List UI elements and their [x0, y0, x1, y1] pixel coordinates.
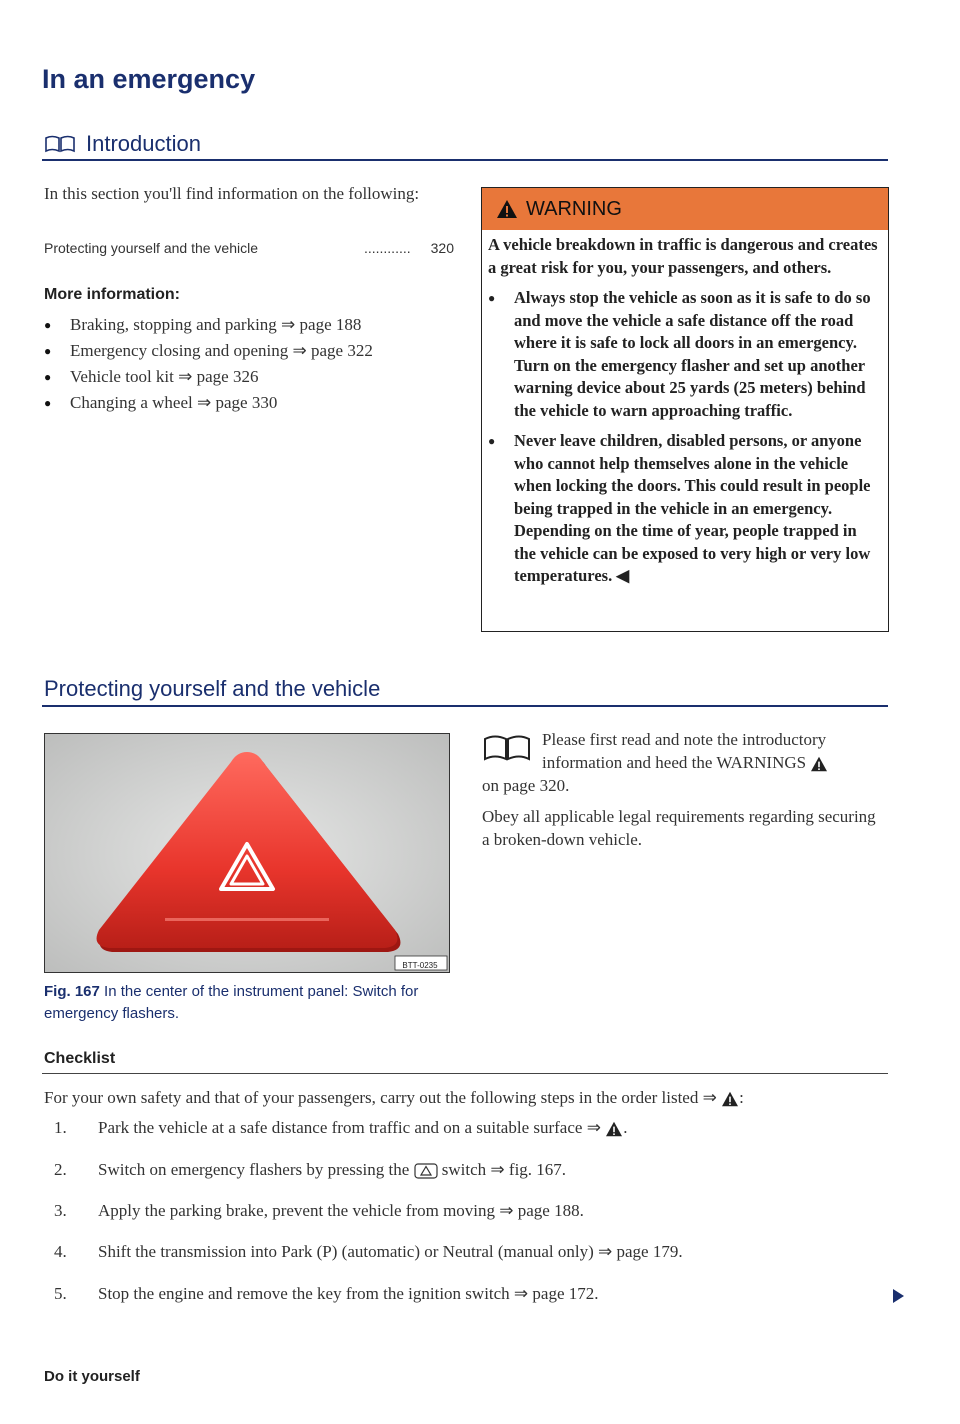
warning-intro: A vehicle breakdown in traffic is dangerous and creates a great risk for you, your passengers, and others.: [488, 235, 878, 277]
more-info-item[interactable]: ● Changing a wheel ⇒ page 330: [44, 390, 464, 416]
warning-icon: [496, 199, 518, 219]
checklist-step: [54, 1242, 683, 1262]
section-heading: Protecting yourself and the vehicle: [44, 676, 381, 701]
book-icon: [44, 135, 76, 153]
figure-code: BTT-0235: [402, 961, 438, 970]
more-info-item[interactable]: ● Vehicle tool kit ⇒ page 326: [44, 364, 464, 390]
step-text: Shift the transmission into Park (P) (automatic) or Neutral (manual only) ⇒ page 179.: [98, 1242, 683, 1261]
step-text: Park the vehicle at a safe distance from traffic and on a suitable surface ⇒: [98, 1118, 601, 1137]
checklist-step: [54, 1160, 566, 1180]
warning-header: [482, 188, 888, 230]
toc-label: Protecting yourself and the vehicle: [44, 240, 259, 256]
step-number: 3.: [54, 1201, 67, 1220]
warning-label: WARNING: [526, 197, 622, 220]
warning-list: [488, 287, 880, 588]
intro-heading: Introduction: [86, 131, 201, 156]
footer-section: Do it yourself: [44, 1368, 140, 1385]
checklist-step: [54, 1284, 599, 1304]
section-rule: [42, 705, 888, 707]
hazard-switch-icon: [414, 1163, 438, 1179]
book-icon: [482, 734, 532, 762]
note-page-ref[interactable]: on page 320.: [482, 776, 570, 795]
more-info-item[interactable]: ● Braking, stopping and parking ⇒ page 188: [44, 312, 464, 338]
intro-rule: [42, 159, 888, 161]
hazard-triangle-icon: [45, 734, 449, 972]
intro-heading-row: [44, 131, 201, 157]
warning-body: [482, 230, 888, 588]
step-number: 2.: [54, 1160, 67, 1179]
caption-number: Fig. 167: [44, 983, 100, 1000]
warning-icon: [810, 756, 828, 772]
toc-page: 320: [430, 240, 454, 256]
note-block: [482, 728, 887, 797]
warning-item: ● Never leave children, disabled persons, or anyone who cannot help themselves alone in the vehicle when locking the doors. This could result in people being trapped in the vehicle in an emergency. Depending on the time of year, people trapped in the vehicle can be exposed to very high or very low temperatures. ◀: [488, 430, 880, 588]
page-title: In an emergency: [42, 64, 256, 94]
warning-icon: [721, 1091, 739, 1107]
caption-text: In the center of the instrument panel: Switch for emergency flashers.: [44, 983, 419, 1022]
step-text: Switch on emergency flashers by pressing the: [98, 1160, 410, 1179]
warning-item: ● Always stop the vehicle as soon as it is safe to do so and move the vehicle a safe distance off the road where it is safe to lock all doors in an emergency. Turn on the emergency flasher and set up another warning device about 25 yards (25 meters) behind the vehicle to warn approaching traffic.: [488, 287, 880, 422]
note-text: Please first read and note the introductory information and heed the WARNINGS: [542, 730, 827, 772]
more-info-heading: More information:: [44, 286, 180, 303]
checklist-step: [54, 1201, 584, 1221]
checklist-heading: Checklist: [44, 1050, 116, 1067]
hazard-switch-figure: [44, 733, 450, 973]
continue-arrow-icon: [891, 1288, 905, 1304]
step-text: Apply the parking brake, prevent the vehicle from moving ⇒ page 188.: [98, 1201, 584, 1220]
figure-caption: [44, 981, 454, 1025]
checklist-rule: [42, 1073, 888, 1074]
warning-icon: [605, 1121, 623, 1137]
step-number: 4.: [54, 1242, 67, 1261]
toc-dots: ............: [363, 240, 411, 256]
more-info-item[interactable]: ● Emergency closing and opening ⇒ page 322: [44, 338, 464, 364]
toc-entry[interactable]: [44, 240, 454, 256]
checklist-intro-text: For your own safety and that of your passengers, carry out the following steps in the order listed ⇒: [44, 1088, 717, 1107]
step-text: switch ⇒ fig. 167.: [441, 1160, 567, 1179]
warning-box: [481, 187, 889, 632]
checklist-step: 1. Park the vehicle at a safe distance from traffic and on a suitable surface ⇒ .: [54, 1118, 628, 1137]
step-number: 1.: [54, 1118, 67, 1137]
intro-text: In this section you'll find information on the following:: [44, 184, 420, 203]
note-text-2: Obey all applicable legal requirements regarding securing a broken-down vehicle.: [482, 807, 876, 849]
more-info-list: [44, 312, 464, 416]
checklist-intro: For your own safety and that of your passengers, carry out the following steps in the order listed ⇒ :: [44, 1088, 744, 1107]
step-number: 5.: [54, 1284, 67, 1303]
step-text: Stop the engine and remove the key from the ignition switch ⇒ page 172.: [98, 1284, 599, 1303]
